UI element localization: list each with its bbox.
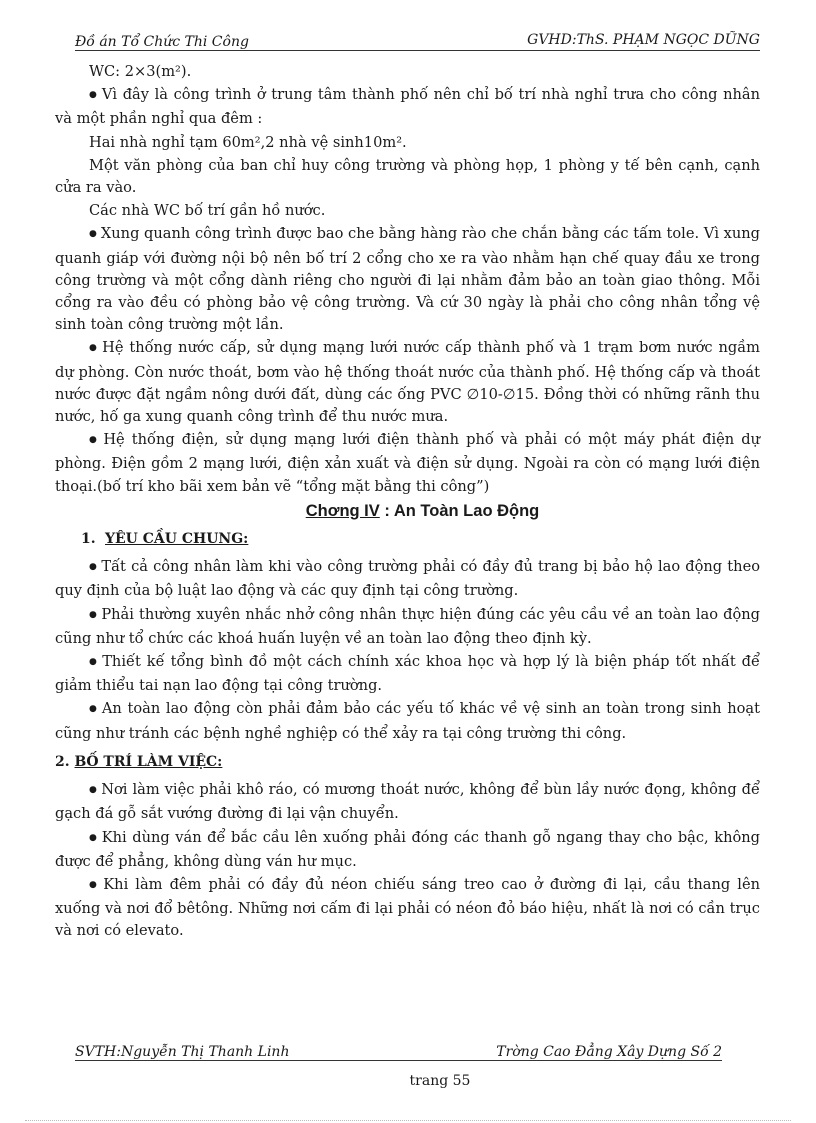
chapter-label: Chơng IV — [305, 501, 380, 520]
section-2-number: 2. — [55, 753, 70, 770]
page-bottom-divider — [25, 1120, 791, 1121]
section-1-number: 1. — [81, 531, 96, 548]
chapter-title: : An Toàn Lao Động — [379, 501, 540, 520]
paragraph-electricity: ● Hệ thống điện, sử dụng mạng lưới điện thành phố và phải có một máy phát điện dự phòng. Điện gồm 2 mạng lưới, điện xản xuất và điện sử dụng. Ngoài ra còn có mạng lưới điện thoại.(bố trí kho bãi xem bản vẽ “tổng mặt bằng thi công”) — [55, 429, 760, 498]
chapter-heading — [55, 500, 760, 522]
list-item: ● Khi làm đêm phải có đầy đủ néon chiếu sáng treo cao ở đường đi lại, cầu thang lên xuống và nơi đổ bêtông. Những nơi cấm đi lại phải có néon đỏ báo hiệu, nhất là nơi có cần trục và nơi có elevato. — [55, 874, 760, 943]
list-item: ● Phải thường xuyên nhắc nhở công nhân thực hiện đúng các yêu cầu về an toàn lao động cũng như tổ chức các khoá huấn luyện về an toàn lao động theo định kỳ. — [55, 604, 760, 650]
paragraph-rest-house: ● Vì đây là công trình ở trung tâm thành phố nên chỉ bố trí nhà nghỉ trưa cho công nhân và một phần nghỉ qua đêm : — [55, 84, 760, 130]
list-item: ● Khi dùng ván để bắc cầu lên xuống phải đóng các thanh gỗ ngang thay cho bậc, không được để phẳng, không dùng ván hư mục. — [55, 827, 760, 873]
list-item: ● Nơi làm việc phải khô ráo, có mương thoát nước, không để bùn lầy nước đọng, không để gạch đá gỗ sắt vướng đường đi lại vận chuyển. — [55, 779, 760, 825]
section-1-heading — [55, 528, 760, 550]
paragraph-huts: Hai nhà nghỉ tạm 60m²,2 nhà vệ sinh10m². — [89, 133, 407, 151]
page-footer — [75, 1042, 722, 1061]
list-item: ● Tất cả công nhân làm khi vào công trường phải có đầy đủ trang bị bảo hộ lao động theo quy định của bộ luật lao động và các quy định tại công trường. — [55, 556, 760, 602]
section-2-heading — [55, 751, 760, 773]
page-header — [75, 30, 760, 51]
paragraph-wc-location: Các nhà WC bố trí gần hồ nước. — [89, 202, 326, 220]
list-item: ● Thiết kế tổng bình đồ một cách chính xác khoa học và hợp lý là biện pháp tốt nhất để giảm thiểu tai nạn lao động tại công trường. — [55, 651, 760, 697]
paragraph-water: ● Hệ thống nước cấp, sử dụng mạng lưới nước cấp thành phố và 1 trạm bơm nước ngầm dự phòng. Còn nước thoát, bơm vào hệ thống thoát nước của thành phố. Hệ thống cấp và thoát nước được đặt ngầm nông dưới đất, dùng các ống PVC ∅10-∅15. Đồng thời có những rãnh thu nước, hố ga xung quanh công trình để thu nước mưa. — [55, 337, 760, 428]
paragraph-office: Một văn phòng của ban chỉ huy công trường và phòng họp, 1 phòng y tế bên cạnh, cạnh cửa ra vào. — [55, 156, 760, 197]
paragraph-fence: ● Xung quanh công trình được bao che bằng hàng rào che chắn bằng các tấm tole. Vì xung quanh giáp với đường nội bộ nên bố trí 2 cổng cho xe ra vào nhằm hạn chế quay đầu xe trong công trường và một cổng dành riêng cho người đi lại nhằm đảm bảo an toàn giao thông. Mỗi cổng ra vào đều có phòng bảo vệ công trường. Và cứ 30 ngày là phải cho công nhân tổng vệ sinh toàn công trường một lần. — [55, 223, 760, 336]
footer-school: Trờng Cao Đẳng Xây Dựng Số 2 — [496, 1044, 722, 1060]
document-body — [55, 61, 760, 944]
footer-student: SVTH:Nguyễn Thị Thanh Linh — [75, 1044, 290, 1060]
paragraph-wc: WC: 2×3(m²). — [89, 63, 192, 80]
header-right-advisor: GVHD:ThS. PHẠM NGỌC DŨNG — [527, 32, 760, 48]
header-left-title: Đồ án Tổ Chức Thi Công — [75, 34, 249, 50]
list-item: ● An toàn lao động còn phải đảm bảo các yếu tố khác về vệ sinh an toàn trong sinh hoạt cũng như tránh các bệnh nghề nghiệp có thể xảy ra tại công trường thi công. — [55, 698, 760, 744]
section-1-title: YÊU CẦU CHUNG: — [105, 531, 249, 548]
section-2-title: BỐ TRÍ LÀM VIỆC: — [74, 753, 223, 770]
page-number: trang 55 — [409, 1073, 471, 1089]
